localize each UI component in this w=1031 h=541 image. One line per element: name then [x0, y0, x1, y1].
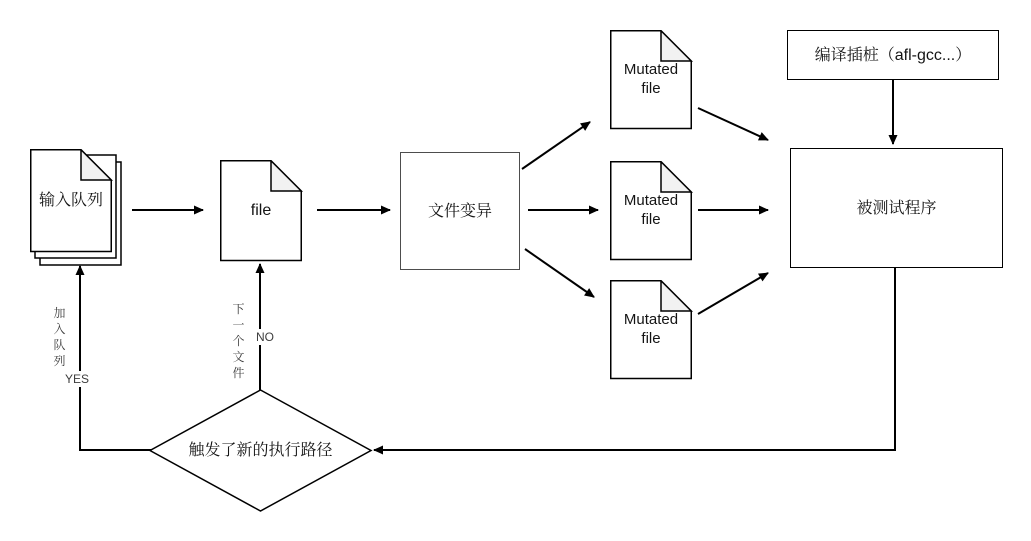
- arrow-mutation-to-mutated1: [522, 122, 590, 169]
- edge-label-no: NO: [256, 330, 274, 344]
- node-label: Mutated file: [623, 192, 679, 228]
- node-label: 触发了新的执行路径: [188, 442, 333, 459]
- node-label: Mutated file: [623, 311, 679, 347]
- node-mutated-file-1: [610, 30, 694, 130]
- node-mutated-file-2: [610, 161, 694, 261]
- arrow-mutation-to-mutated3: [525, 249, 594, 297]
- node-mutation: 文件变异: [400, 152, 520, 270]
- node-label: 输入队列: [38, 192, 103, 209]
- node-label: Mutated file: [623, 61, 679, 97]
- arrow-mutated3-to-target: [698, 273, 768, 314]
- node-decision: [148, 388, 373, 513]
- node-label: file: [250, 201, 272, 219]
- node-mutated-file-3: [610, 280, 694, 380]
- arrow-decision-yes-to-queue: [80, 266, 152, 450]
- edge-label-yes: YES: [65, 372, 90, 386]
- node-instrumentation: 编译插桩（afl-gcc...）: [787, 30, 999, 80]
- edge-label-add-to-queue: 加入队列: [53, 306, 66, 368]
- edge-label-next-file: 下一个文件: [232, 302, 245, 380]
- node-target-program: 被测试程序: [790, 148, 1003, 268]
- node-input-queue: [30, 149, 125, 269]
- node-file: [220, 160, 304, 262]
- arrow-mutated1-to-target: [698, 108, 768, 140]
